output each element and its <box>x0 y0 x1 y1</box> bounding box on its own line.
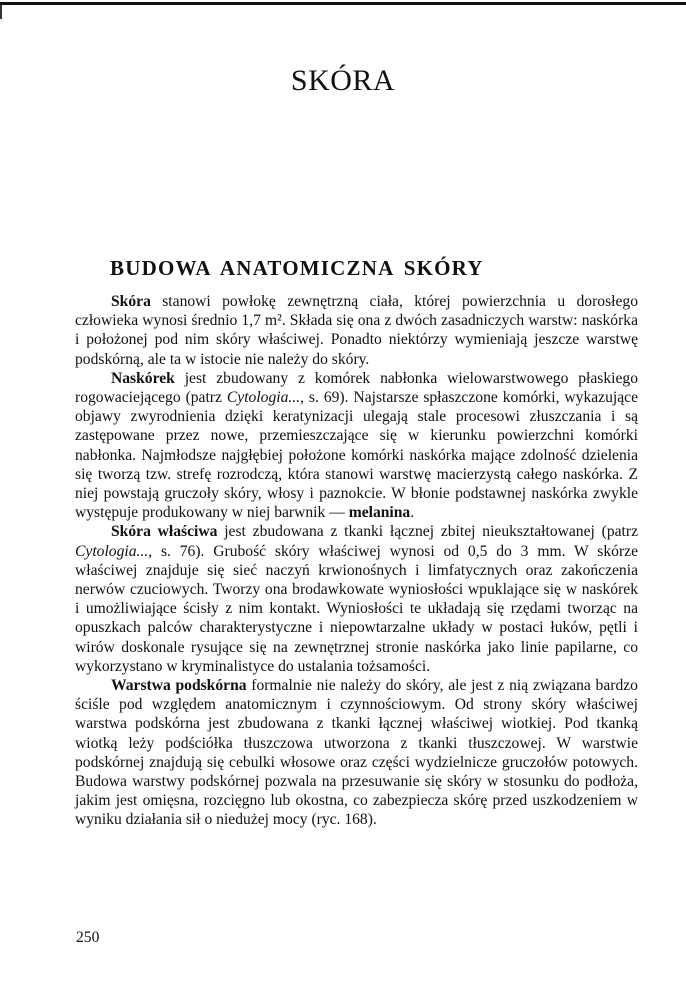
paragraph-text: stanowi powłokę zewnętrzną ciała, której powierzchnia u dorosłego człowieka wynosi średnio 1,7 m². Składa się ona z dwóch zasadniczych warstw: naskórka i położonej pod nim skóry właściwej. Ponadto niektórzy wymieniają jeszcze warstwę podskórną, ale ta w istocie nie należy do skóry. <box>75 293 638 368</box>
body-text <box>75 292 638 830</box>
scan-edge-mark <box>0 5 2 19</box>
paragraph-skora-wlasciwa <box>75 522 638 676</box>
paragraph-text: , s. 69). Najstarsze spłaszczone komórki, wykazujące objawy zwyrodnienia dzięki keratynizacji ulegają stale procesowi złuszczania i są zastępowane przez nowe, przemieszczające się w kierunku powierzchni komórki nabłonka. Najmłodsze najgłębiej położone komórki naskórka mające zdolność dzielenia się tworzą tzw. strefę rozrodczą, która stanowi warstwę macierzystą całego naskórka. Z niej powstają gruczoły skóry, włosy i paznokcie. W błonie podstawnej naskórka zwykle występuje produkowany w niej barwnik — <box>75 389 638 522</box>
paragraph-naskorek <box>75 369 638 523</box>
term-naskorek: Naskórek <box>111 369 175 387</box>
page-number: 250 <box>76 929 100 946</box>
paragraph-skora <box>75 292 638 369</box>
top-border-rule <box>0 2 686 5</box>
paragraph-text: jest zbudowany z komórek nabłonka wielowarstwowego płaskiego rogowaciejącego (patrz <box>75 369 638 407</box>
paragraph-text: formalnie nie należy do skóry, ale jest z nią związana bardzo ściśle pod względem anatomicznym i czynnościowym. Od strony skóry właściwej warstwa podskórna jest zbudowana z tkanki łącznej właściwej wiotkiej. Pod tkanką wiotką leży podściółka tłuszczowa utworzona z tkanki tłuszczowej. W warstwie podskórnej znajdują się cebulki włosowe oraz części wydzielnicze gruczołów potowych. Budowa warstwy podskórnej pozwala na przesuwanie się skóry w stosunku do podłoża, jakim jest omięsna, rozcięgno lub okostna, co zabezpiecza skórę przed uszkodzeniem w wyniku działania sił o niedużej mocy (ryc. 168). <box>75 677 638 829</box>
reference-cytologia: Cytologia... <box>75 542 149 560</box>
paragraph-text: , s. 76). Grubość skóry właściwej wynosi od 0,5 do 3 mm. W skórze właściwej znajduje się sieć naczyń krwionośnych i limfatycznych oraz zakończenia nerwów czuciowych. Tworzy ona brodawkowate wyniosłości wpuklające się w naskórek i umożliwiające ścisły z nim kontakt. Wyniosłości te układają się rzędami tworząc na opuszkach palców charakterystyczne i niepowtarzalne układy w postaci łuków, pętli i wirów doskonale rysujące się na zewnętrznej stronie naskórka jako linie papilarne, co wykorzystano w kryminalistyce do ustalania tożsamości. <box>75 542 638 675</box>
section-title: BUDOWA ANATOMICZNA SKÓRY <box>110 256 484 280</box>
paragraph-text: . <box>410 504 415 522</box>
reference-cytologia: Cytologia... <box>226 389 301 407</box>
term-melanina: melanina <box>348 504 411 522</box>
term-warstwa-podskorna: Warstwa podskórna <box>111 677 247 695</box>
paragraph-warstwa-podskorna <box>75 676 638 830</box>
term-skora-wlasciwa: Skóra właściwa <box>111 523 218 541</box>
paragraph-text: jest zbudowana z tkanki łącznej zbitej nieukształtowanej (patrz <box>217 523 638 541</box>
chapter-title: SKÓRA <box>290 64 396 97</box>
term-skora: Skóra <box>111 293 151 310</box>
